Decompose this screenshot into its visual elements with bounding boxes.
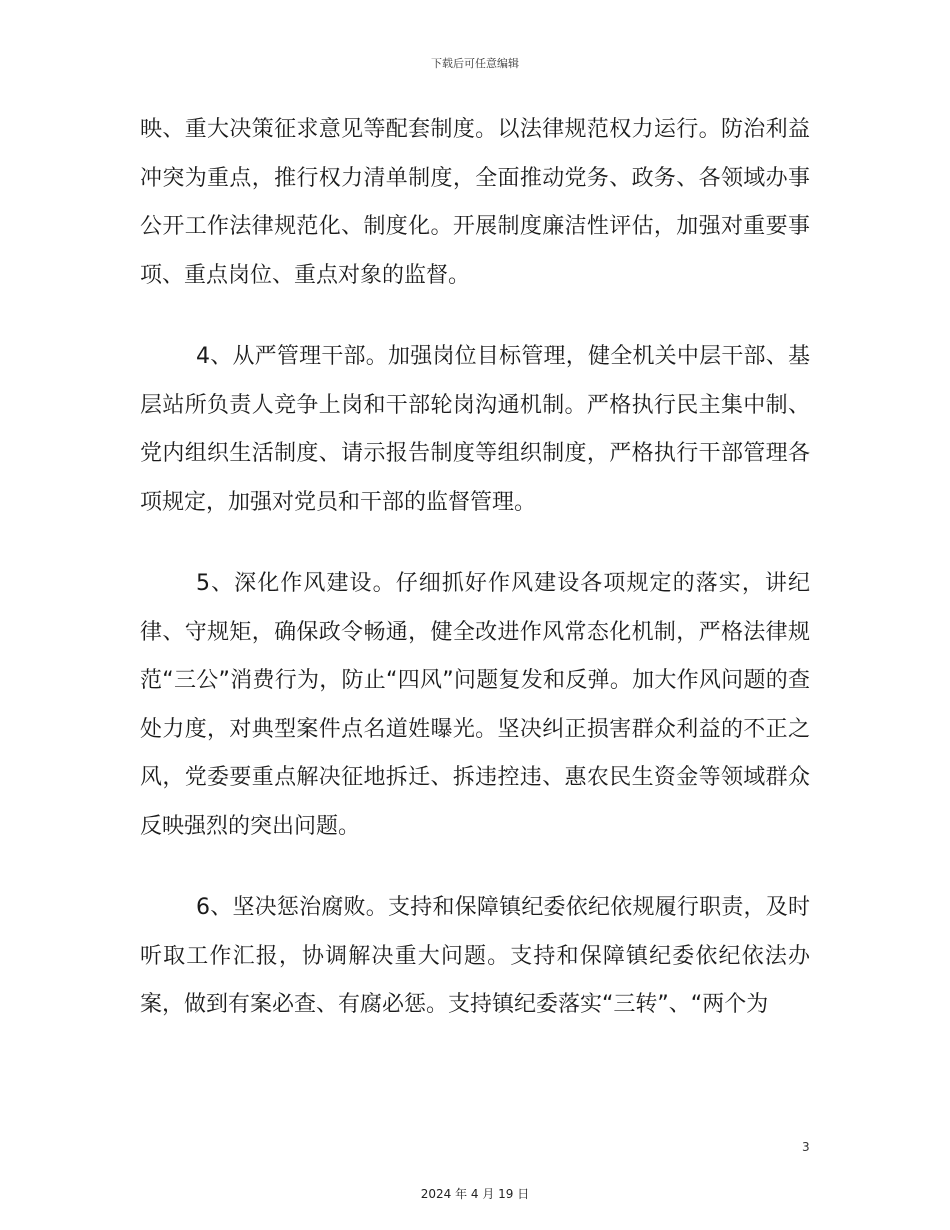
paragraph-item-5: 5、深化作风建设。仔细抓好作风建设各项规定的落实，讲纪律、守规矩，确保政令畅通，健全改进作风常态化机制，严格法律规范“三公”消费行为，防止“四风”问题复发和反弹。加大作风问题的查处力度，对典型案件点名道姓曝光。坚决纠正损害群众利益的不正之风，党委要重点解决征地拆迁、拆违控违、惠农民生资金等领域群众反映强烈的突出问题。 bbox=[140, 571, 810, 839]
paragraph-item-4: 4、从严管理干部。加强岗位目标管理，健全机关中层干部、基层站所负责人竞争上岗和干部轮岗沟通机制。严格执行民主集中制、党内组织生活制度、请示报告制度等组织制度，严格执行干部管理各项规定，加强对党员和干部的监督管理。 bbox=[140, 344, 810, 515]
page-header: 下载后可任意编辑 bbox=[431, 57, 519, 70]
page-footer-date: 2024 年 4 月 19 日 bbox=[420, 1187, 530, 1201]
paragraph-continuation: 映、重大决策征求意见等配套制度。以法律规范权力运行。防治利益冲突为重点，推行权力清单制度，全面推动党务、政务、各领域办事公开工作法律规范化、制度化。开展制度廉洁性评估，加强对重要事项、重点岗位、重点对象的监督。 bbox=[140, 117, 810, 288]
page-number: 3 bbox=[802, 1140, 810, 1154]
document-body bbox=[140, 106, 810, 1030]
paragraph-item-6: 6、坚决惩治腐败。支持和保障镇纪委依纪依规履行职责，及时听取工作汇报，协调解决重大问题。支持和保障镇纪委依纪依法办案，做到有案必查、有腐必惩。支持镇纪委落实“三转”、“两个为 bbox=[140, 895, 810, 1017]
